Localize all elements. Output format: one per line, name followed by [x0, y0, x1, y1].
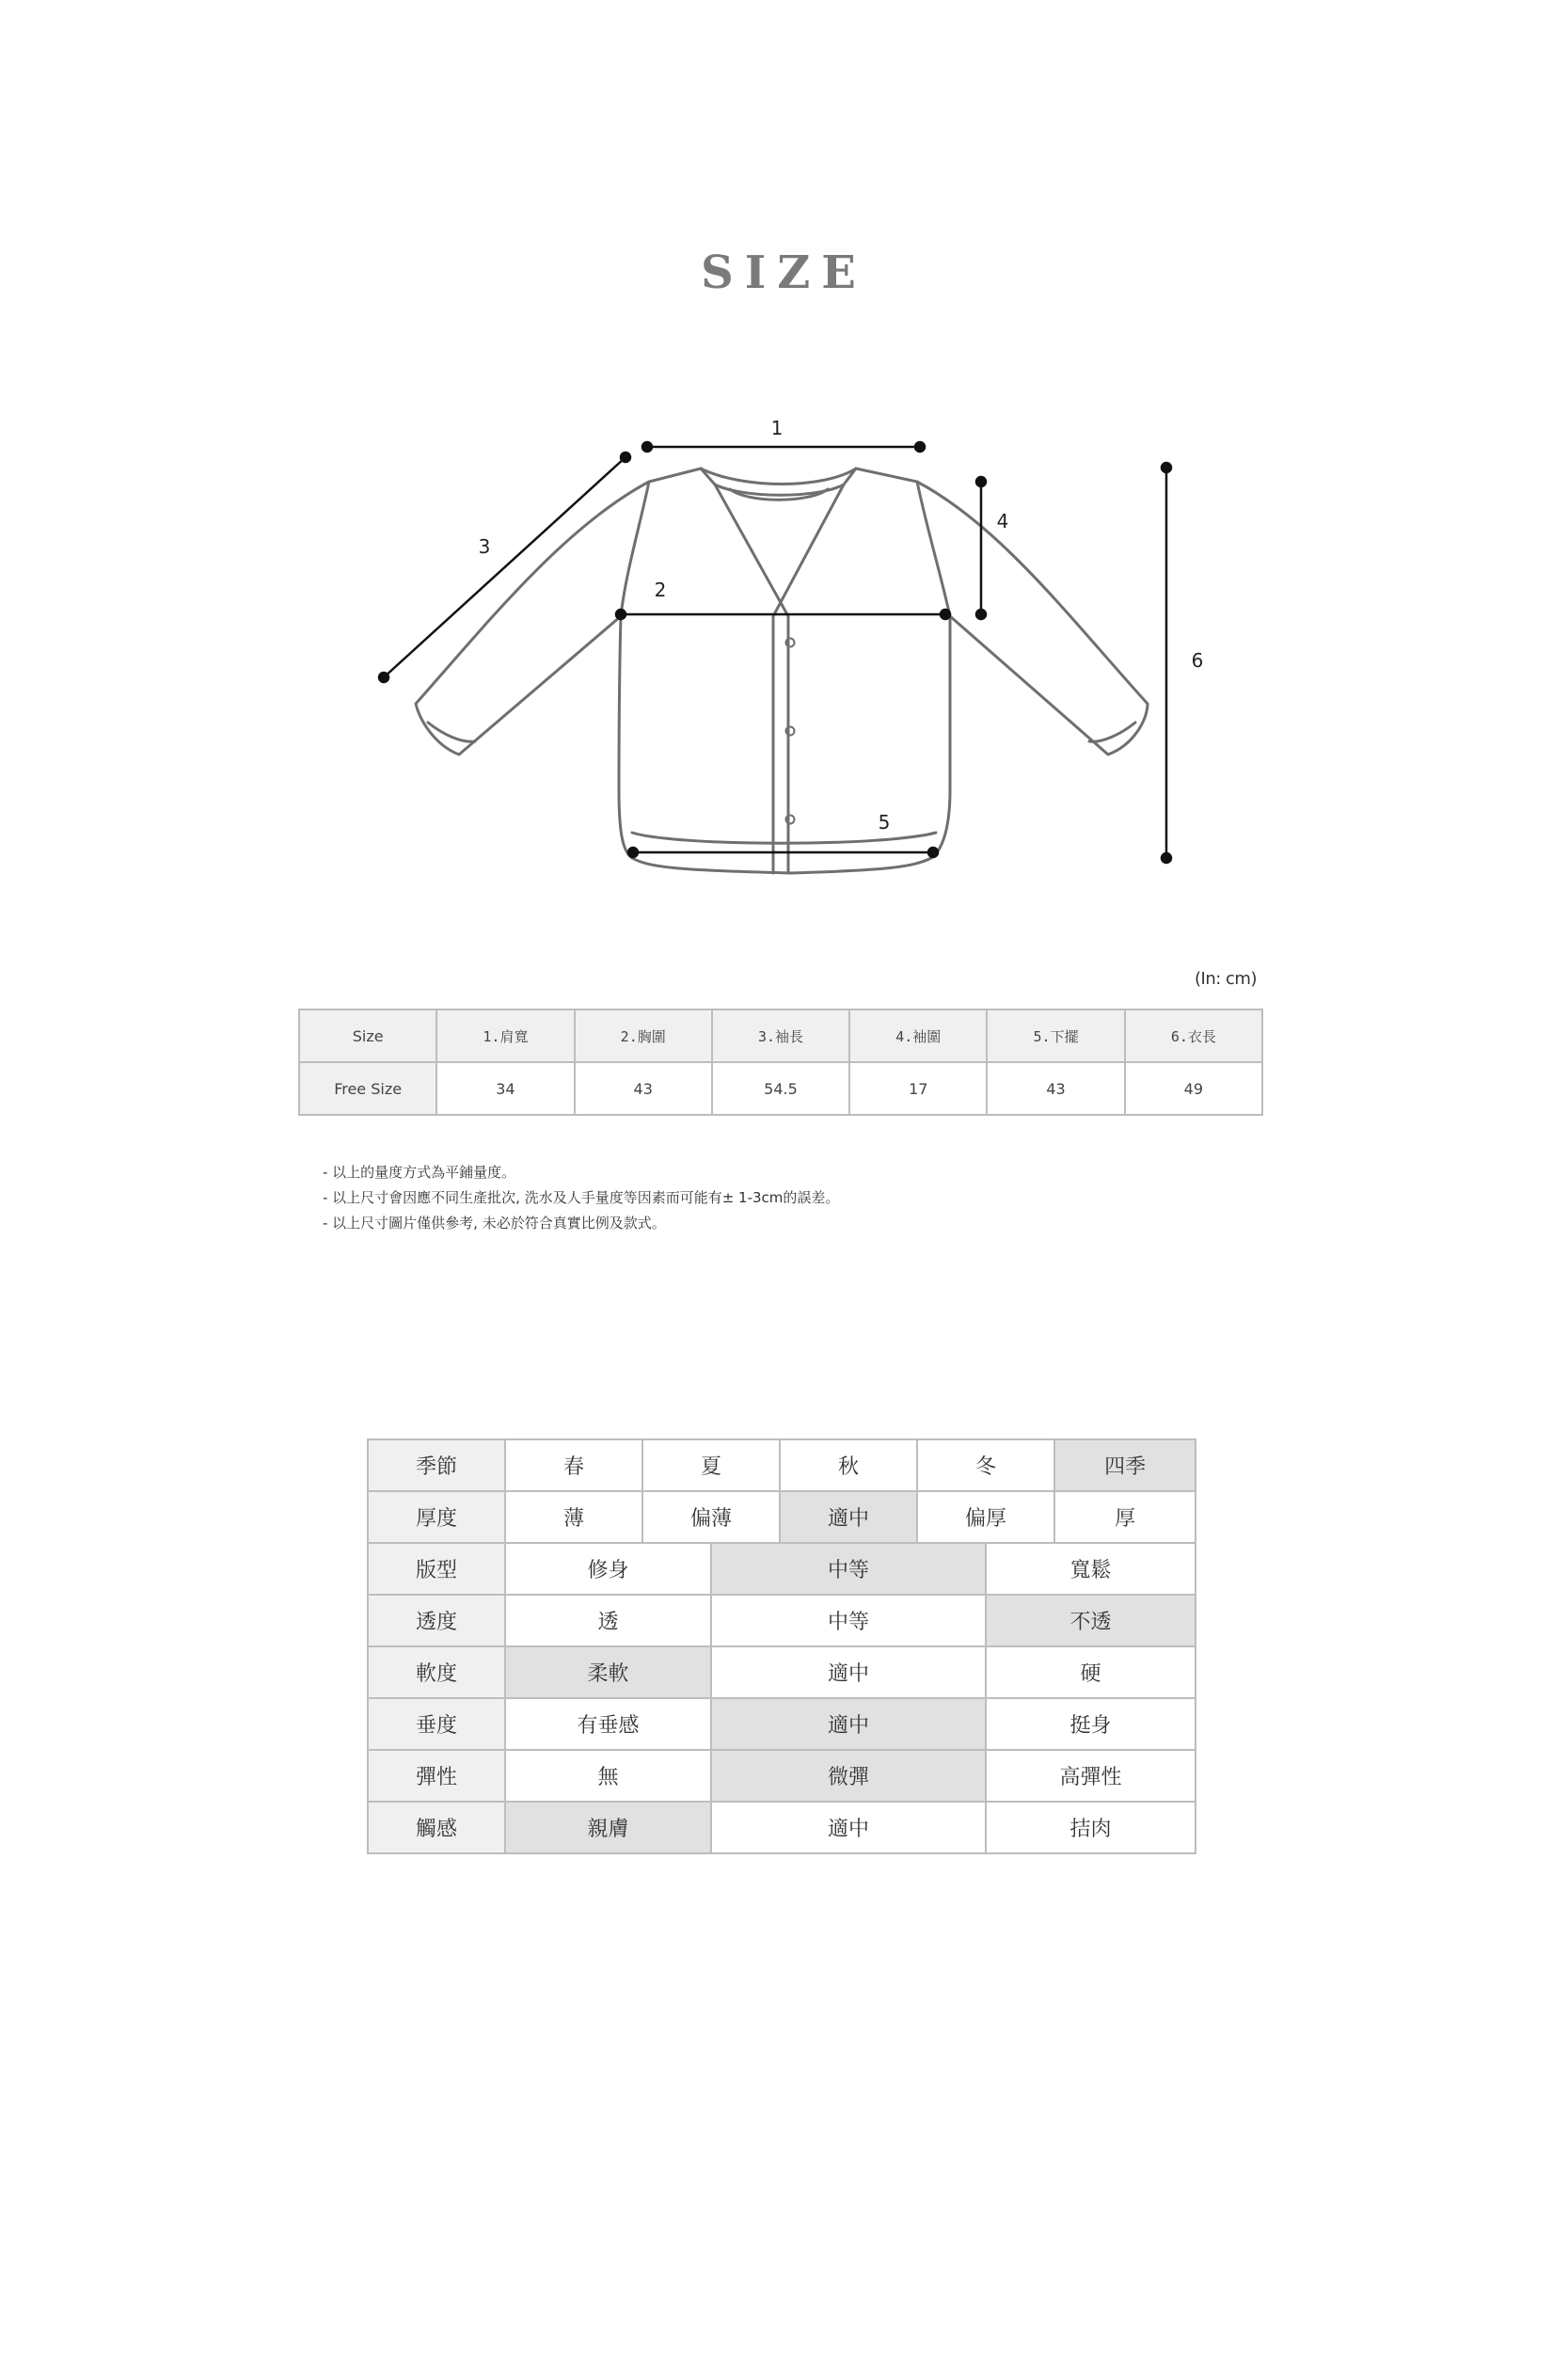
fabric-row-label: 垂度 [368, 1698, 505, 1750]
dim-label-4: 4 [996, 510, 1009, 532]
fabric-option: 秋 [780, 1439, 917, 1491]
fabric-option: 拮肉 [986, 1802, 1196, 1853]
fabric-properties-table [367, 1438, 1196, 1854]
dim-label-6: 6 [1191, 649, 1204, 672]
dim-label-2: 2 [654, 579, 667, 601]
dim-label-3: 3 [478, 535, 491, 558]
fabric-option-selected: 適中 [711, 1698, 986, 1750]
fabric-option: 冬 [917, 1439, 1054, 1491]
fabric-row-label: 版型 [368, 1543, 505, 1595]
fabric-row-label: 軟度 [368, 1646, 505, 1698]
fabric-row-label: 厚度 [368, 1491, 505, 1543]
fabric-row-transparency [368, 1595, 1196, 1646]
fabric-row-label: 彈性 [368, 1750, 505, 1802]
fabric-option: 硬 [986, 1646, 1196, 1698]
size-header-cell: Size [299, 1009, 436, 1062]
fabric-option: 高彈性 [986, 1750, 1196, 1802]
size-table-row [299, 1062, 1262, 1115]
fabric-row-label: 觸感 [368, 1802, 505, 1853]
dim-label-5: 5 [878, 811, 891, 834]
size-value-cell: 43 [575, 1062, 712, 1115]
fabric-row-label: 季節 [368, 1439, 505, 1491]
fabric-option: 春 [505, 1439, 642, 1491]
fabric-option: 透 [505, 1595, 711, 1646]
fabric-option: 適中 [711, 1646, 986, 1698]
size-header-cell: 6.衣長 [1125, 1009, 1262, 1062]
fabric-option: 寬鬆 [986, 1543, 1196, 1595]
size-table-header-row [299, 1009, 1262, 1062]
fabric-option-selected: 不透 [986, 1595, 1196, 1646]
fabric-option-selected: 四季 [1054, 1439, 1196, 1491]
size-row-label: Free Size [299, 1062, 436, 1115]
fabric-row-season [368, 1439, 1196, 1491]
fabric-row-thickness [368, 1491, 1196, 1543]
size-value-cell: 54.5 [712, 1062, 849, 1115]
size-header-cell: 5.下擺 [987, 1009, 1124, 1062]
fabric-option: 偏厚 [917, 1491, 1054, 1543]
dim-label-1: 1 [770, 417, 784, 439]
size-table [298, 1009, 1263, 1116]
fabric-row-label: 透度 [368, 1595, 505, 1646]
fabric-option-selected: 適中 [780, 1491, 917, 1543]
size-value-cell: 17 [849, 1062, 987, 1115]
size-header-cell: 2.胸圍 [575, 1009, 712, 1062]
size-value-cell: 49 [1125, 1062, 1262, 1115]
fabric-option: 薄 [505, 1491, 642, 1543]
size-header-cell: 4.袖圍 [849, 1009, 987, 1062]
fabric-option: 偏薄 [642, 1491, 780, 1543]
fabric-option-selected: 親膚 [505, 1802, 711, 1853]
measurement-notes [323, 1160, 839, 1236]
fabric-option: 無 [505, 1750, 711, 1802]
fabric-option-selected: 微彈 [711, 1750, 986, 1802]
note-line: - 以上尺寸會因應不同生產批次, 洗水及人手量度等因素而可能有± 1-3cm的誤差。 [323, 1189, 840, 1206]
unit-label: (In: cm) [1195, 969, 1257, 989]
fabric-option: 挺身 [986, 1698, 1196, 1750]
fabric-row-softness [368, 1646, 1196, 1698]
size-header-cell: 3.袖長 [712, 1009, 849, 1062]
note-line: - 以上的量度方式為平鋪量度。 [323, 1164, 516, 1181]
size-value-cell: 43 [987, 1062, 1124, 1115]
fabric-option-selected: 柔軟 [505, 1646, 711, 1698]
fabric-row-fit [368, 1543, 1196, 1595]
page-title: SIZE [701, 246, 867, 299]
fabric-row-drape [368, 1698, 1196, 1750]
measurement-lines [379, 442, 1171, 863]
cardigan-outline [416, 469, 1148, 873]
fabric-option: 夏 [642, 1439, 780, 1491]
fabric-option: 適中 [711, 1802, 986, 1853]
note-line: - 以上尺寸圖片僅供參考, 未必於符合真實比例及款式。 [323, 1215, 666, 1232]
size-value-cell: 34 [436, 1062, 574, 1115]
fabric-row-elasticity [368, 1750, 1196, 1802]
fabric-option: 有垂感 [505, 1698, 711, 1750]
cardigan-size-diagram [0, 0, 1568, 941]
fabric-option: 修身 [505, 1543, 711, 1595]
fabric-row-touch [368, 1802, 1196, 1853]
fabric-option: 厚 [1054, 1491, 1196, 1543]
fabric-option-selected: 中等 [711, 1543, 986, 1595]
fabric-option: 中等 [711, 1595, 986, 1646]
size-header-cell: 1.肩寬 [436, 1009, 574, 1062]
